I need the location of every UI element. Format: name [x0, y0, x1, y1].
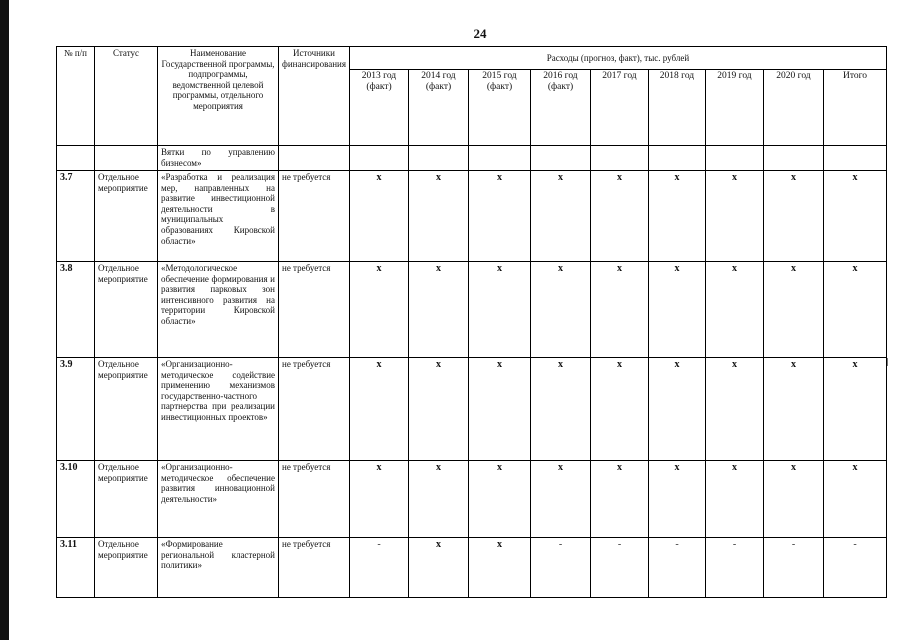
- row-funding-source: не требуется: [279, 538, 350, 598]
- row-number: 3.11: [57, 538, 95, 598]
- row-expense-value: x: [763, 171, 823, 262]
- row-expense-value: x: [705, 461, 763, 538]
- row-expense-value: x: [763, 358, 823, 461]
- row-expense-value: x: [408, 358, 468, 461]
- table-row: [57, 171, 887, 262]
- row-expense-value: x: [823, 461, 886, 538]
- row-expense-value: -: [823, 538, 886, 598]
- continuation-source: [279, 146, 350, 171]
- row-expense-value: x: [349, 262, 408, 358]
- row-expense-value: x: [530, 358, 590, 461]
- row-expense-value: x: [408, 461, 468, 538]
- year-header: 2017 год: [590, 70, 648, 146]
- scan-mark: [887, 358, 888, 366]
- continuation-row: [57, 146, 887, 171]
- row-expense-value: x: [349, 461, 408, 538]
- row-measure-name: «Организационно-методическое обеспечение развития инновационной деятельности»: [158, 461, 279, 538]
- row-expense-value: x: [648, 171, 705, 262]
- row-funding-source: не требуется: [279, 171, 350, 262]
- row-measure-name: «Разработка и реализация мер, направленных на развитие инвестиционной деятельности в муниципальных образованиях Кировской области»: [158, 171, 279, 262]
- row-number: 3.7: [57, 171, 95, 262]
- row-expense-value: x: [648, 461, 705, 538]
- row-expense-value: x: [823, 262, 886, 358]
- row-expense-value: x: [763, 262, 823, 358]
- header-row: [57, 47, 887, 70]
- row-expense-value: x: [590, 358, 648, 461]
- header-status: Статус: [95, 47, 158, 146]
- continuation-num: [57, 146, 95, 171]
- row-expense-value: x: [408, 538, 468, 598]
- row-expense-value: -: [590, 538, 648, 598]
- year-header: 2015 год (факт): [468, 70, 530, 146]
- row-expense-value: -: [349, 538, 408, 598]
- row-number: 3.10: [57, 461, 95, 538]
- year-header: 2018 год: [648, 70, 705, 146]
- row-expense-value: x: [705, 262, 763, 358]
- row-expense-value: x: [468, 538, 530, 598]
- row-expense-value: x: [349, 358, 408, 461]
- row-funding-source: не требуется: [279, 358, 350, 461]
- row-expense-value: x: [763, 461, 823, 538]
- row-expense-value: -: [530, 538, 590, 598]
- row-number: 3.8: [57, 262, 95, 358]
- row-measure-name: «Формирование региональной кластерной политики»: [158, 538, 279, 598]
- row-measure-name: «Методологическое обеспечение формирования и развития парковых зон интенсивного развития на территории Кировской области»: [158, 262, 279, 358]
- budget-table: [56, 46, 887, 598]
- row-expense-value: x: [530, 262, 590, 358]
- table-row: [57, 461, 887, 538]
- row-expense-value: x: [590, 262, 648, 358]
- row-status: Отдельное мероприятие: [95, 461, 158, 538]
- row-expense-value: x: [408, 171, 468, 262]
- table-row: [57, 358, 887, 461]
- row-status: Отдельное мероприятие: [95, 358, 158, 461]
- row-expense-value: x: [530, 461, 590, 538]
- year-header: 2013 год (факт): [349, 70, 408, 146]
- row-measure-name: «Организационно-методическое содействие применению механизмов государственно-частного партнерства при реализации инвестиционных проектов»: [158, 358, 279, 461]
- row-expense-value: x: [468, 461, 530, 538]
- year-header: 2019 год: [705, 70, 763, 146]
- row-expense-value: x: [530, 171, 590, 262]
- continuation-name: Вятки по управлению бизнесом»: [158, 146, 279, 171]
- row-expense-value: x: [590, 461, 648, 538]
- row-expense-value: x: [705, 171, 763, 262]
- row-expense-value: x: [468, 171, 530, 262]
- year-header: 2016 год (факт): [530, 70, 590, 146]
- header-funding-sources: Источники финансирования: [279, 47, 350, 146]
- row-expense-value: -: [648, 538, 705, 598]
- row-funding-source: не требуется: [279, 262, 350, 358]
- row-expense-value: x: [590, 171, 648, 262]
- row-expense-value: x: [705, 358, 763, 461]
- row-expense-value: x: [468, 262, 530, 358]
- table-body: [57, 47, 887, 598]
- row-status: Отдельное мероприятие: [95, 538, 158, 598]
- table-row: [57, 262, 887, 358]
- header-expenses: Расходы (прогноз, факт), тыс. рублей: [349, 47, 886, 70]
- row-funding-source: не требуется: [279, 461, 350, 538]
- row-status: Отдельное мероприятие: [95, 171, 158, 262]
- continuation-status: [95, 146, 158, 171]
- table-row: [57, 538, 887, 598]
- header-num: № п/п: [57, 47, 95, 146]
- row-expense-value: x: [468, 358, 530, 461]
- year-header: 2020 год: [763, 70, 823, 146]
- row-expense-value: -: [763, 538, 823, 598]
- row-expense-value: x: [648, 262, 705, 358]
- row-number: 3.9: [57, 358, 95, 461]
- header-program-name: Наименование Государственной программы, подпрограммы, ведомственной целевой программы, отдельного мероприятия: [158, 47, 279, 146]
- row-expense-value: x: [823, 358, 886, 461]
- page-number: 24: [473, 26, 487, 41]
- year-header: 2014 год (факт): [408, 70, 468, 146]
- row-expense-value: x: [408, 262, 468, 358]
- row-expense-value: x: [823, 171, 886, 262]
- row-expense-value: -: [705, 538, 763, 598]
- row-status: Отдельное мероприятие: [95, 262, 158, 358]
- year-header: Итого: [823, 70, 886, 146]
- row-expense-value: x: [648, 358, 705, 461]
- binding-edge-bar: [0, 0, 9, 640]
- row-expense-value: x: [349, 171, 408, 262]
